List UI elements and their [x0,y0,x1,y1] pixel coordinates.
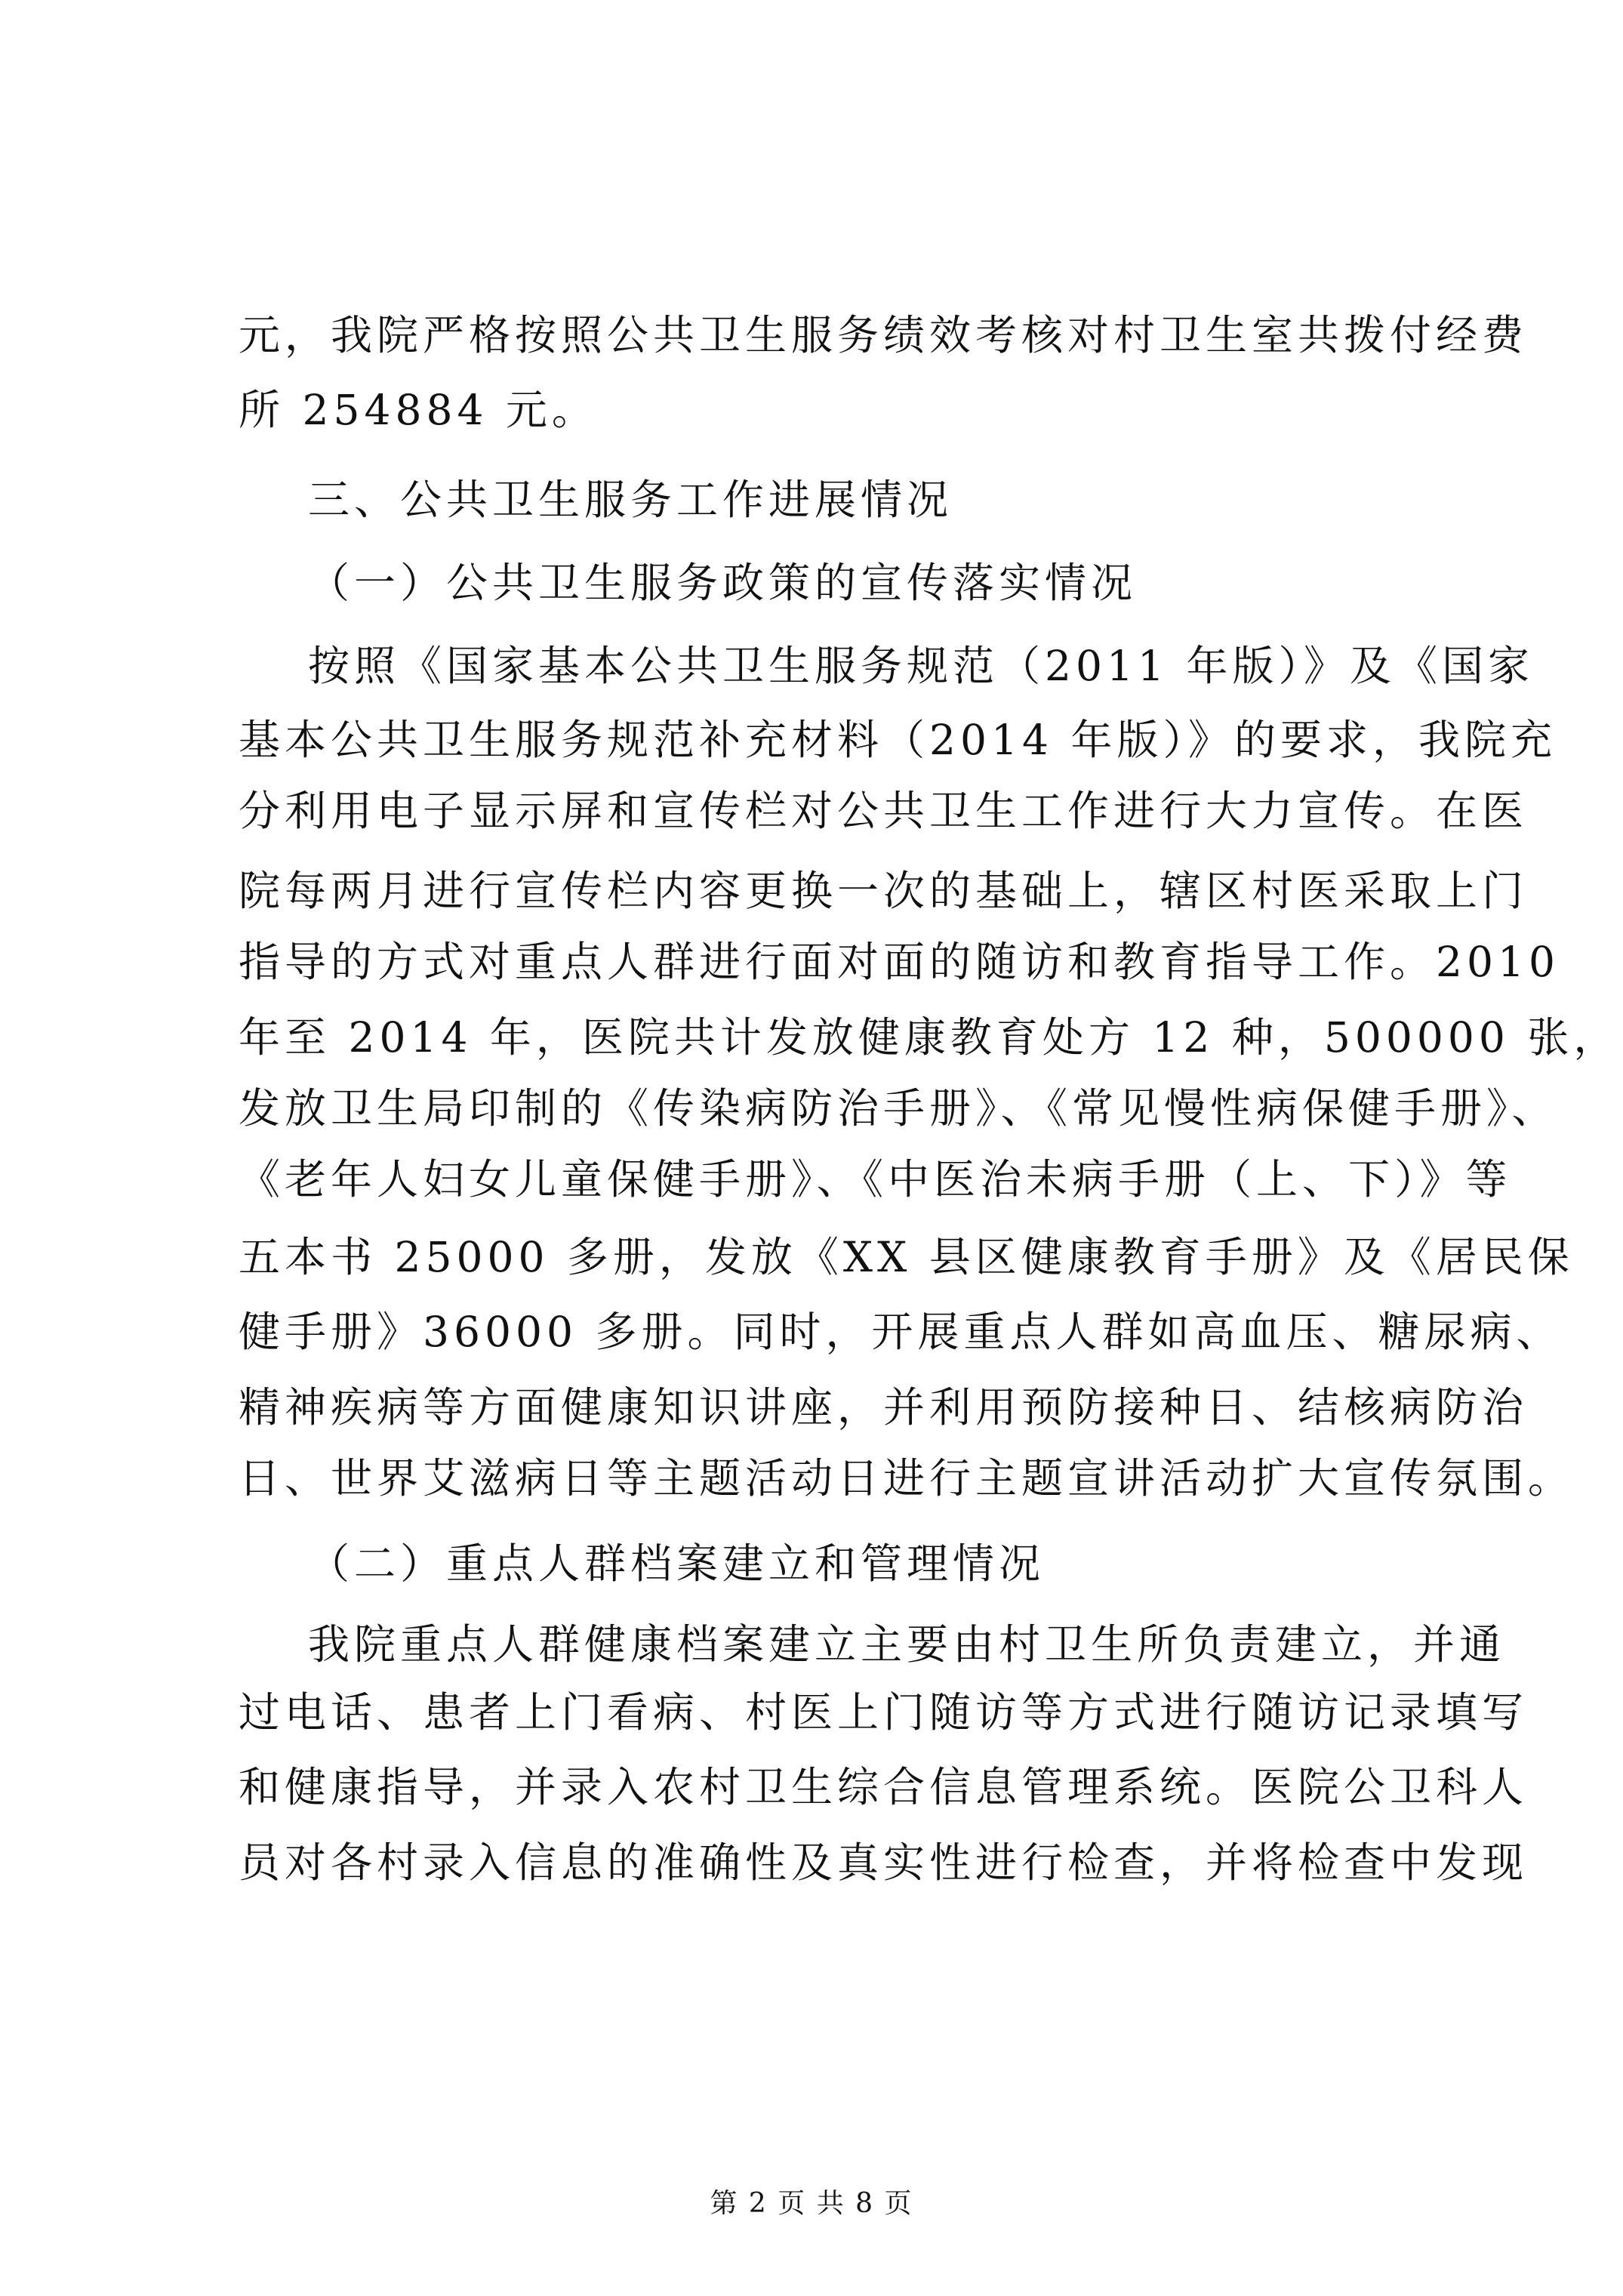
text-line-7: 分利用电子显示屏和宣传栏对公共卫生工作进行大力宣传。在医 [239,787,1529,835]
text-line-9: 指导的方式对重点人群进行面对面的随访和教育指导工作。2010 [239,938,1560,986]
text-line-5: 按照《国家基本公共卫生服务规范（2011 年版）》及《国家 [308,642,1534,690]
text-line-18: 我院重点人群健康档案建立主要由村卫生所负责建立，并通 [308,1620,1506,1669]
text-line-15: 精神疾病等方面健康知识讲座，并利用预防接种日、结核病防治 [239,1383,1529,1432]
subsection-heading-2: （二）重点人群档案建立和管理情况 [308,1539,1046,1588]
text-line-19: 过电话、患者上门看病、村医上门随访等方式进行随访记录填写 [239,1688,1529,1737]
text-line-11: 发放卫生局印制的《传染病防治手册》、《常见慢性病保健手册》、 [239,1084,1558,1133]
text-line-16: 日、世界艾滋病日等主题活动日进行主题宣讲活动扩大宣传氛围。 [239,1454,1575,1502]
text-line-1: 元，我院严格按照公共卫生服务绩效考核对村卫生室共拨付经费 [239,311,1529,359]
text-line-6: 基本公共卫生服务规范补充材料（2014 年版）》的要求，我院充 [239,716,1557,764]
subsection-heading-1: （一）公共卫生服务政策的宣传落实情况 [308,559,1138,607]
text-line-21: 员对各村录入信息的准确性及真实性进行检查，并将检查中发现 [239,1838,1529,1887]
text-line-14: 健手册》36000 多册。同时，开展重点人群如高血压、糖尿病、 [239,1308,1563,1356]
text-line-2: 所 254884 元。 [239,386,598,434]
page-footer: 第 2 页 共 8 页 [710,2188,913,2219]
text-line-10: 年至 2014 年，医院共计发放健康教育处方 12 种，500000 张， [239,1013,1620,1062]
section-heading: 三、公共卫生服务工作进展情况 [308,476,953,524]
text-line-12: 《老年人妇女儿童保健手册》、《中医治未病手册（上、下）》等 [239,1155,1512,1203]
text-line-13: 五本书 25000 多册，发放《XX 县区健康教育手册》及《居民保 [239,1233,1574,1281]
text-line-20: 和健康指导，并录入农村卫生综合信息管理系统。医院公卫科人 [239,1763,1529,1811]
text-line-8: 院每两月进行宣传栏内容更换一次的基础上，辖区村医采取上门 [239,867,1529,915]
